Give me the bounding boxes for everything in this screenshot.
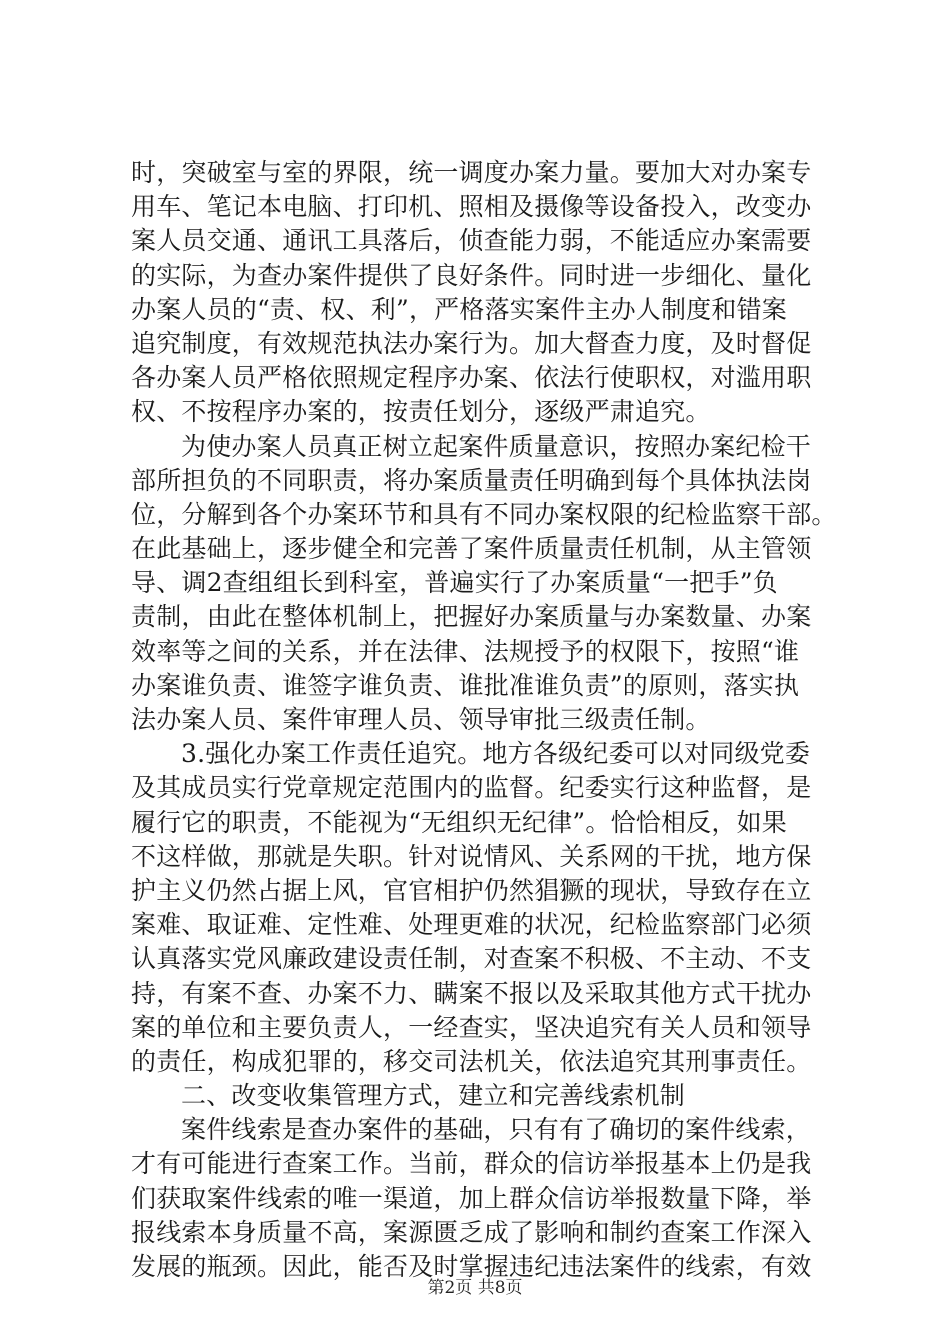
text-line: 持，有案不查、办案不力、瞒案不报以及采取其他方式干扰办 <box>131 978 812 1008</box>
text-line: 用车、笔记本电脑、打印机、照相及摄像等设备投入，改变办 <box>131 192 812 222</box>
text-line: 案件线索是查办案件的基础，只有有了确切的案件线索， <box>181 1115 812 1145</box>
text-line: 导、调2查组组长到科室，普遍实行了办案质量“一把手”负 <box>131 568 778 598</box>
text-line: 报线索本身质量不高，案源匮乏成了影响和制约查案工作深入 <box>131 1217 812 1247</box>
text-line: 发展的瓶颈。因此，能否及时掌握违纪违法案件的线索，有效 <box>131 1252 812 1281</box>
text-line: 部所担负的不同职责，将办案质量责任明确到每个具体执法岗 <box>131 465 812 495</box>
text-line: 案人员交通、通讯工具落后，侦查能力弱，不能适应办案需要 <box>131 226 812 256</box>
text-line: 二、改变收集管理方式，建立和完善线索机制 <box>181 1081 686 1111</box>
text-line: 追究制度，有效规范执法办案行为。加大督查力度，及时督促 <box>131 328 812 358</box>
text-line: 护主义仍然占据上风，官官相护仍然猖獗的现状，导致存在立 <box>131 875 812 905</box>
text-line: 的实际，为查办案件提供了良好条件。同时进一步细化、量化 <box>131 260 812 290</box>
text-line: 各办案人员严格依照规定程序办案、依法行使职权，对滥用职 <box>131 363 812 393</box>
text-line: 为使办案人员真正树立起案件质量意识，按照办案纪检干 <box>181 431 812 461</box>
text-line: 们获取案件线索的唯一渠道，加上群众信访举报数量下降，举 <box>131 1183 812 1213</box>
page-footer: 第2页 共8页 <box>427 1278 523 1298</box>
text-line: 办案人员的“责、权、利”，严格落实案件主办人制度和错案 <box>131 294 787 324</box>
text-line: 认真落实党风廉政建设责任制，对查案不积极、不主动、不支 <box>131 944 812 974</box>
text-line: 位，分解到各个办案环节和具有不同办案权限的纪检监察干部。 <box>131 499 837 529</box>
text-line: 责制，由此在整体机制上，把握好办案质量与办案数量、办案 <box>131 602 812 632</box>
text-line: 时，突破室与室的界限，统一调度办案力量。要加大对办案专 <box>131 158 812 187</box>
text-line: 权、不按程序办案的，按责任划分，逐级严肃追究。 <box>131 397 711 427</box>
text-line: 案难、取证难、定性难、处理更难的状况，纪检监察部门必须 <box>131 910 812 940</box>
text-line: 效率等之间的关系，并在法律、法规授予的权限下，按照“谁 <box>131 636 800 666</box>
text-line: 不这样做，那就是失职。针对说情风、关系网的干扰，地方保 <box>131 841 812 871</box>
text-line: 3.强化办案工作责任追究。地方各级纪委可以对同级党委 <box>181 739 811 769</box>
text-line: 及其成员实行党章规定范围内的监督。纪委实行这种监督，是 <box>131 773 812 803</box>
text-line: 办案谁负责、谁签字谁负责、谁批准谁负责”的原则，落实执 <box>131 670 800 700</box>
text-line: 案的单位和主要负责人，一经查实，坚决追究有关人员和领导 <box>131 1012 812 1042</box>
text-line: 的责任，构成犯罪的，移交司法机关，依法追究其刑事责任。 <box>131 1046 812 1076</box>
text-line: 法办案人员、案件审理人员、领导审批三级责任制。 <box>131 705 711 734</box>
body-text <box>131 156 837 1284</box>
text-line: 才有可能进行查案工作。当前，群众的信访举报基本上仍是我 <box>131 1149 812 1179</box>
text-line: 在此基础上，逐步健全和完善了案件质量责任机制，从主管领 <box>131 534 812 564</box>
text-line: 履行它的职责，不能视为“无组织无纪律”。恰恰相反，如果 <box>131 807 787 837</box>
